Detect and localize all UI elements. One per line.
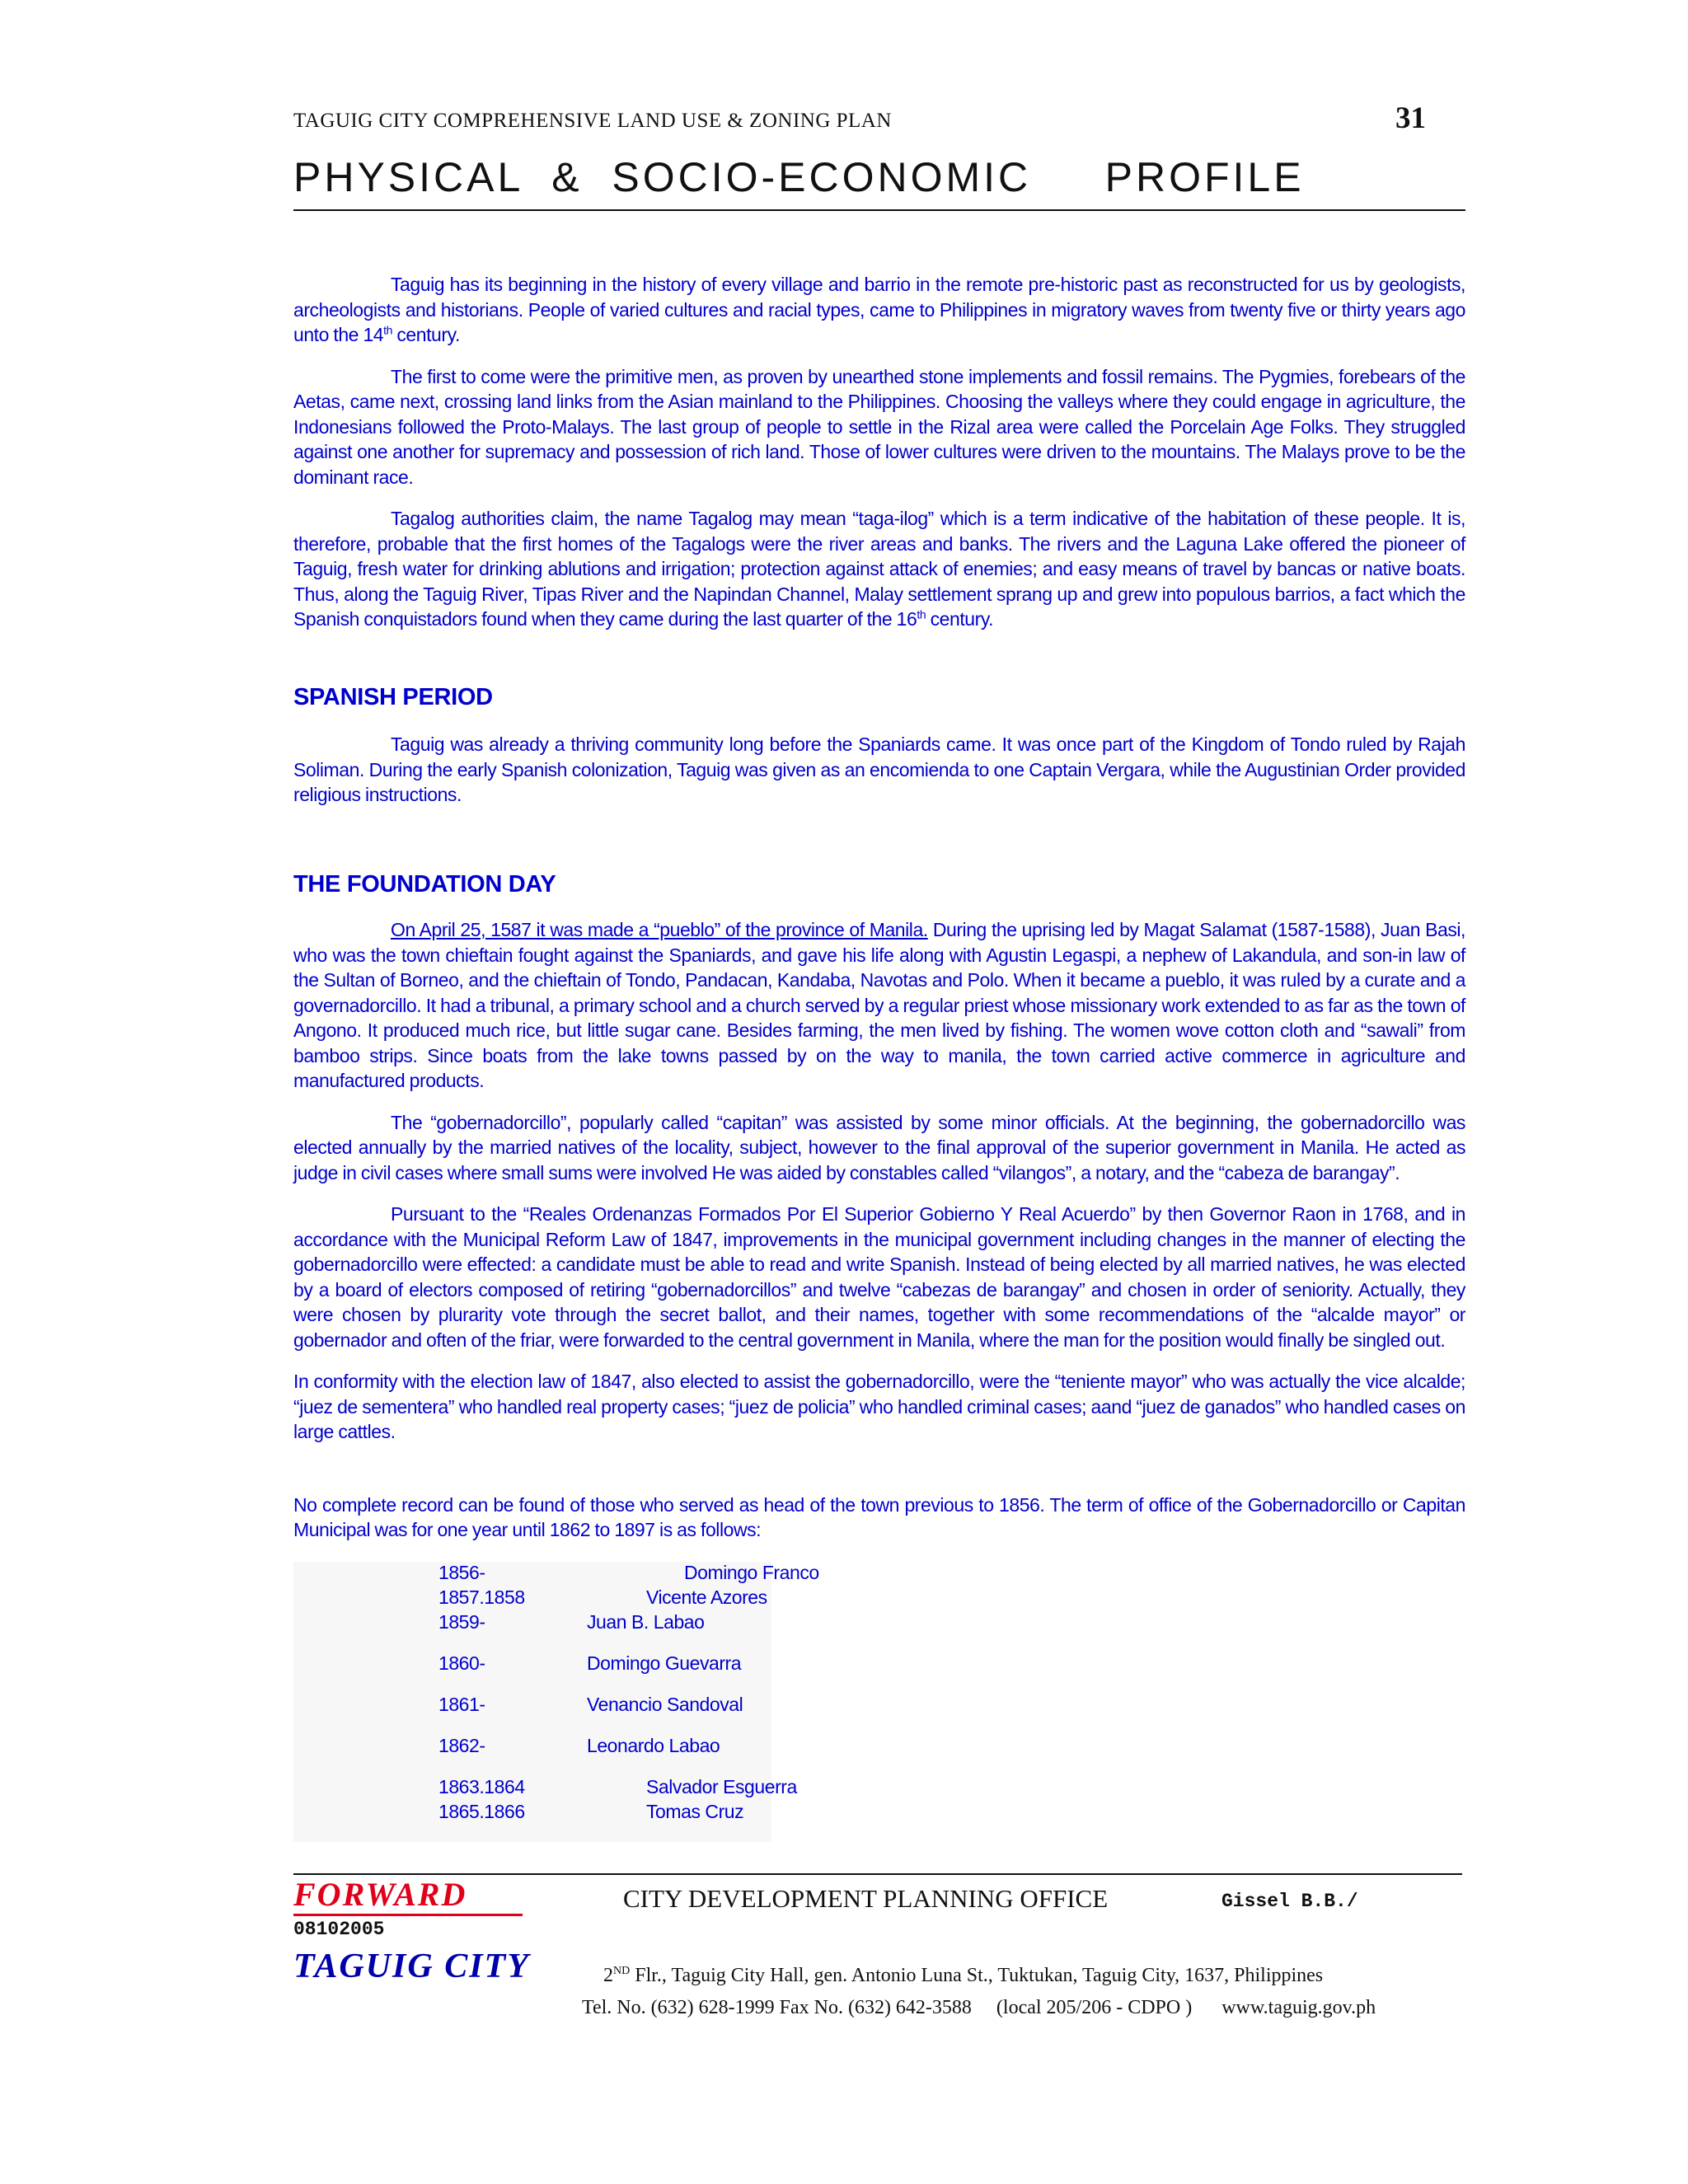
foundation-day-heading: THE FOUNDATION DAY [293, 871, 556, 898]
section-title: PHYSICAL & SOCIO-ECONOMIC PROFILE [293, 154, 1305, 200]
document-title: TAGUIG CITY COMPREHENSIVE LAND USE & ZONING PLAN [293, 110, 892, 132]
foundation-date-underlined: On April 25, 1587 it was made a “pueblo” of the province of Manila. [391, 919, 928, 940]
intro-paragraph-1: Taguig has its beginning in the history of every village and barrio in the remote pre-historic past as reconstructed for us by geologists, archeologists and historians. People of varied cultures and racial types, came to Philippines in migratory waves from twenty five or thirty years ago unto the 14th century. [293, 274, 1465, 345]
office-contact: Tel. No. (632) 628-1999 Fax No. (632) 642-3588 (local 205/206 - CDPO ) www.taguig.gov.ph [582, 1997, 1376, 2018]
term-row: 1863.1864 Salvador Esguerra [438, 1776, 797, 1797]
page-number: 31 [1395, 101, 1426, 135]
term-row: 1860- Domingo Guevarra [438, 1652, 742, 1674]
foundation-paragraph-1: On April 25, 1587 it was made a “pueblo” of the province of Manila. During the uprising led by Magat Salamat (1587-1588), Juan Basi, who was the town chieftain fought against the Spaniards, and gave his life along with Agustin Legaspi, a nephew of Lakandula, and son-in law of the Sultan of Borneo, and the chieftain of Tondo, Pandacan, Kandaba, Navotas and Polo. When it became a pueblo, it was ruled by a curate and a governadorcillo. It had a tribunal, a primary school and a church served by a regular priest whose missionary work extended to as far as the town of Angono. It produced much rice, but little sugar cane. Besides farming, the men lived by fishing. The women wove cotton cloth and “sawali” from bamboo strips. Since boats from the lake towns passed by on the way to manila, the town carried active commerce in agriculture and manufactured products. [293, 919, 1465, 1091]
foundation-paragraph-3: Pursuant to the “Reales Ordenanzas Formados Por El Superior Gobierno Y Real Acuerdo” by then Governor Raon in 1768, and in accordance with the Municipal Reform Law of 1847, improvements in the municipal government including changes in the manner of electing the gobernadorcillo were effected: a candidate must be able to read and write Spanish. Instead of being elected by all married natives, he was elected by a board of electors composed of retiring “gobernadorcillos” and twelve “cabezas de barangay” and chosen in order of seniority. Actually, they were chosen by plurarity vote through the secret ballot, and their names, together with some recommendations of the “alcalde mayor” or gobernador and often of the friar, were forwarded to the central government in Manila, where the man for the position would finally be singled out. [293, 1203, 1465, 1351]
term-row: 1857.1858 Vicente Azores [438, 1586, 767, 1608]
intro-section [293, 272, 1465, 632]
spanish-period-heading: SPANISH PERIOD [293, 684, 493, 710]
foundation-section [293, 917, 1465, 1543]
term-row: 1862- Leonardo Labao [438, 1735, 720, 1756]
intro-paragraph-2: The first to come were the primitive men, as proven by unearthed stone implements and fossil remains. The Pygmies, forebears of the Aetas, came next, crossing land links from the Asian mainland to the Philippines. Choosing the valleys where they could engage in agriculture, the Indonesians followed the Proto-Malays. The last group of people to settle in the Rizal area were called the Porcelain Age Folks. They struggled against one another for supremacy and possession of rich land. Those of lower cultures were driven to the mountains. The Malays prove to be the dominant race. [293, 365, 1465, 488]
header-divider [293, 209, 1465, 211]
taguig-city-logo-text: TAGUIG CITY [293, 1947, 530, 1985]
footer-divider [293, 1873, 1462, 1875]
spanish-paragraph-1: Taguig was already a thriving community long before the Spaniards came. It was once part of the Kingdom of Tondo ruled by Rajah Soliman. During the early Spanish colonization, Taguig was given as an encomienda to one Captain Vergara, while the Augustinian Order provided religious instructions. [293, 733, 1465, 805]
foundation-paragraph-2: The “gobernadorcillo”, popularly called “capitan” was assisted by some minor officials. At the beginning, the gobernadorcillo was elected annually by the married natives of the locality, subject, however to the final approval of the superior government in Manila. He acted as judge in civil cases where small sums were involved He was aided by constables called “vilangos”, a notary, and the “cabeza de barangay”. [293, 1111, 1465, 1183]
term-row: 1861- Venancio Sandoval [438, 1694, 743, 1715]
forward-logo-text: FORWARD [293, 1876, 523, 1916]
author-initials: Gissel B.B./ [1221, 1891, 1358, 1912]
term-row: 1865.1866 Tomas Cruz [438, 1801, 744, 1822]
terms-list [438, 1562, 933, 1825]
spanish-section [293, 732, 1465, 808]
foundation-paragraph-5: No complete record can be found of those who served as head of the town previous to 1856. The term of office of the Gobernadorcillo or Capitan Municipal was for one year until 1862 to 1897 is as follows: [293, 1493, 1465, 1540]
term-row: 1859- Juan B. Labao [438, 1611, 705, 1633]
term-row: 1856- Domingo Franco [438, 1562, 819, 1583]
document-code: 08102005 [293, 1919, 385, 1940]
office-address: 2ND Flr., Taguig City Hall, gen. Antonio Luna St., Tuktukan, Taguig City, 1637, Philippines [603, 1965, 1324, 1986]
intro-paragraph-3: Tagalog authorities claim, the name Tagalog may mean “taga-ilog” which is a term indicative of the habitation of these people. It is, therefore, probable that the first homes of the Tagalogs were the river areas and banks. The rivers and the Laguna Lake offered the pioneer of Taguig, fresh water for drinking ablutions and irrigation; protection against attack of enemies; and easy means of travel by bancas or native boats. Thus, along the Taguig River, Tipas River and the Napindan Channel, Malay settlement sprang up and grew into populous barrios, a fact which the Spanish conquistadors found when they came during the last quarter of the 16th century. [293, 508, 1465, 630]
office-name: CITY DEVELOPMENT PLANNING OFFICE [623, 1884, 1109, 1913]
foundation-paragraph-4: In conformity with the election law of 1847, also elected to assist the gobernadorcillo, were the “teniente mayor” who was actually the vice alcalde; “juez de sementera” who handled real property cases; “juez de policia” who handled criminal cases; aand “juez de ganados” who handled cases on large cattles. [293, 1371, 1465, 1442]
